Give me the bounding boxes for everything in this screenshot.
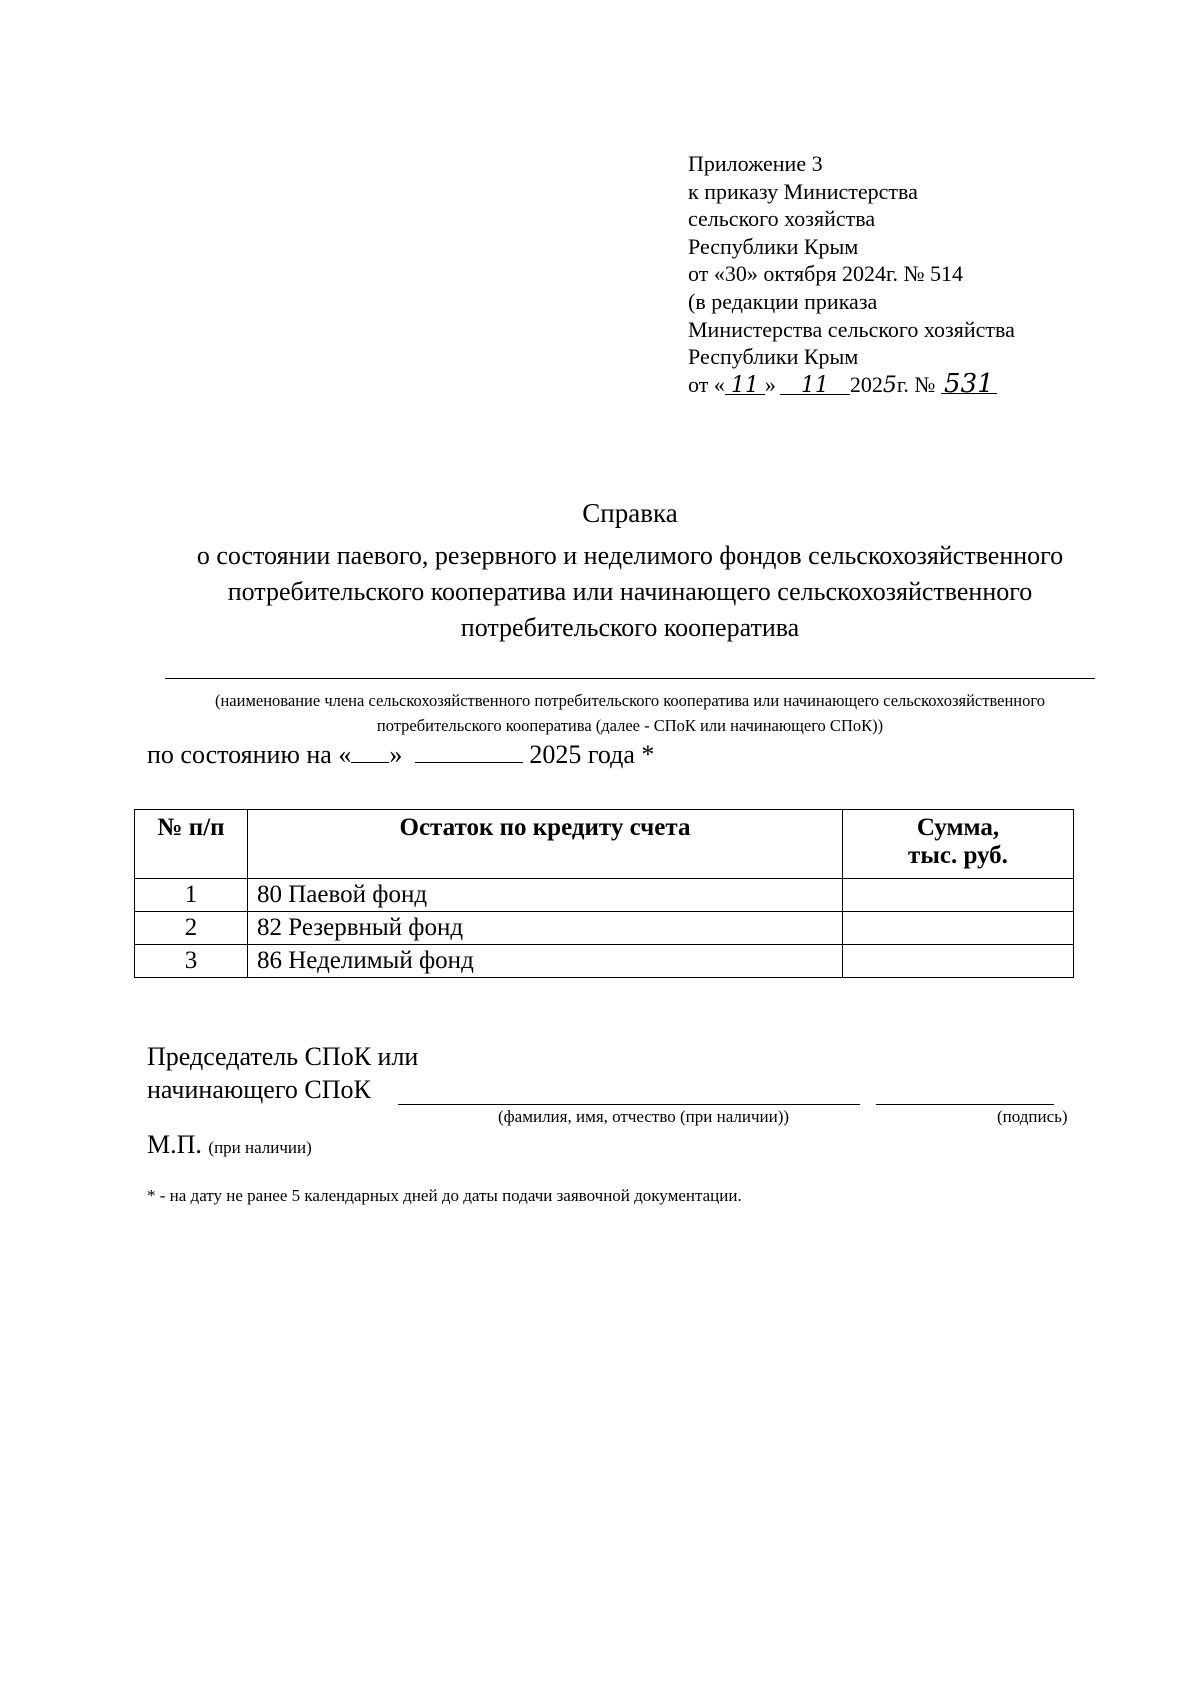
as-of-prefix: по состоянию на « (147, 740, 352, 769)
stamp-note: (при наличии) (208, 1138, 312, 1157)
header-sum (843, 810, 1074, 879)
cooperative-name-caption: (наименование члена сельскохозяйственного потребительского кооператива или начинающего сельскохозяйственного потребительского кооператива (далее - СПоК или начинающего СПоК)) (214, 691, 1045, 735)
month-blank (780, 371, 850, 400)
year-prefix: 202 (849, 371, 883, 397)
signature-caption: (подпись) (997, 1107, 1068, 1126)
stamp-label: М.П. (147, 1130, 202, 1159)
cooperative-name-field[interactable] (165, 678, 1095, 679)
date-prefix: от « (688, 371, 725, 397)
footnote: * - на дату не ранее 5 календарных дней до даты подачи заявочной документации. (147, 1186, 742, 1205)
row-sum-cell[interactable] (843, 945, 1074, 978)
row-account: 82 Резервный фонд (248, 912, 843, 945)
annex-line: Приложение 3 (688, 151, 823, 176)
annex-header (688, 150, 1168, 399)
order-number-blank (941, 368, 997, 399)
funds-table (134, 809, 1074, 978)
row-number: 3 (135, 945, 248, 978)
table-row (135, 879, 1074, 912)
order-label: г. № (896, 371, 936, 397)
table-header-row (135, 810, 1074, 879)
annex-line: от «30» октября 2024г. № 514 (688, 261, 964, 287)
table-row (135, 945, 1074, 978)
row-account: 86 Неделимый фонд (248, 945, 843, 978)
date-mid: » (764, 371, 776, 397)
as-of-date-line (147, 738, 654, 770)
annex-line: к приказу Министерства (688, 178, 918, 204)
annex-line: Республики Крым (688, 233, 859, 259)
handwritten-year-digit: 5 (882, 372, 897, 398)
handwritten-day: 11 (730, 372, 759, 398)
as-of-day-field[interactable] (351, 738, 389, 763)
as-of-year: 2025 года * (529, 740, 655, 769)
as-of-month-field[interactable] (415, 738, 523, 763)
row-number: 1 (135, 879, 248, 912)
annex-line: Республики Крым (688, 344, 859, 370)
handwritten-month: 11 (800, 372, 829, 398)
chairman-label-line1: Председатель СПоК или (147, 1042, 419, 1071)
header-number: № п/п (135, 810, 248, 879)
stamp-place (147, 1130, 312, 1160)
chairman-label-line2: начинающего СПоК (147, 1075, 371, 1104)
chairman-signature-field[interactable] (876, 1104, 1054, 1105)
header-account: Остаток по кредиту счета (248, 810, 843, 879)
document-subtitle: о состоянии паевого, резервного и неделимого фондов сельскохозяйственного потребительского кооператива или начинающего сельскохозяйственного потребительского кооператива (196, 541, 1064, 642)
row-number: 2 (135, 912, 248, 945)
annex-line: (в редакции приказа (688, 288, 878, 314)
as-of-mid: » (389, 740, 403, 769)
chairman-fio-field[interactable] (398, 1104, 860, 1105)
day-blank (725, 371, 765, 400)
handwritten-order-number: 531 (944, 368, 994, 399)
amendment-date-line (688, 368, 1168, 400)
annex-line: Министерства сельского хозяйства (688, 316, 1015, 342)
annex-line: сельского хозяйства (688, 206, 876, 232)
header-sum-text: Сумма, тыс. руб. (908, 814, 1008, 869)
fio-caption: (фамилия, имя, отчество (при наличии)) (498, 1107, 790, 1126)
table-row (135, 912, 1074, 945)
document-title: Справка (582, 498, 678, 528)
row-sum-cell[interactable] (843, 879, 1074, 912)
row-account: 80 Паевой фонд (248, 879, 843, 912)
chairman-block (147, 1040, 418, 1106)
row-sum-cell[interactable] (843, 912, 1074, 945)
